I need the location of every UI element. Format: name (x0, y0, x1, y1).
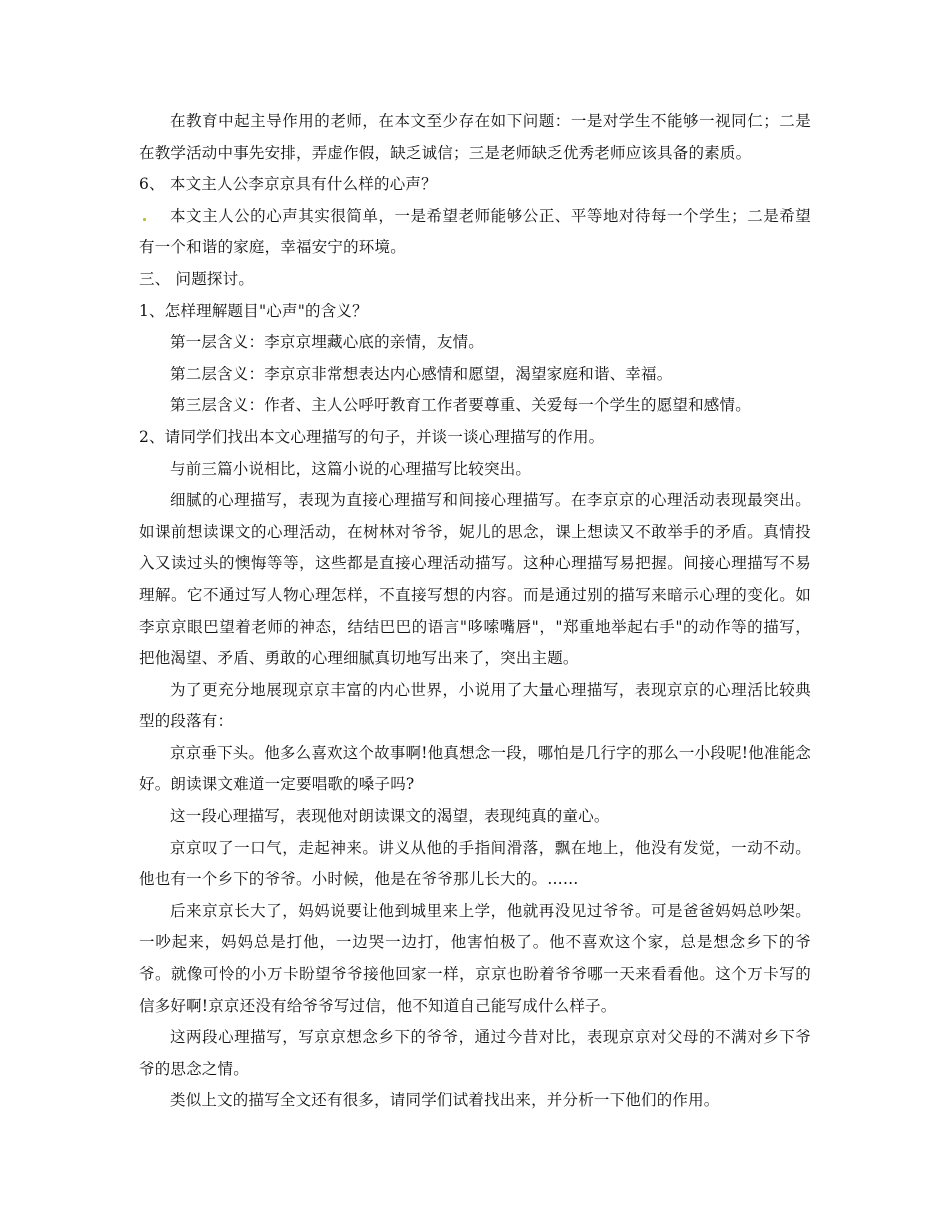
document-body (139, 106, 811, 1117)
answer-6: 本文主人公的心声其实很简单，一是希望老师能够公正、平等地对待每一个学生；二是希望有一个和谐的家庭，幸福安宁的环境。 (139, 206, 811, 257)
paragraph-psychological-description: 细腻的心理描写，表现为直接心理描写和间接心理描写。在李京京的心理活动表现最突出。如课前想读课文的心理活动，在树林对爷爷，妮儿的思念，课上想读又不敢举手的矛盾。真情投入又读过头的懊悔等等，这些都是直接心理活动描写。这种心理描写易把握。间接心理描写不易理解。它不通过写人物心理怎样，不直接写想的内容。而是通过别的描写来暗示心理的变化。如李京京眼巴望着老师的神态，结结巴巴的语言"哆嗦嘴唇"，"郑重地举起右手"的动作等的描写，把他渴望、矛盾、勇敢的心理细腻真切地写出来了，突出主题。 (139, 491, 811, 668)
analysis-passage-1: 这一段心理描写，表现他对朗读课文的渴望，表现纯真的童心。 (170, 807, 610, 826)
question-6: 6、 本文主人公李京京具有什么样的心声？ (139, 175, 437, 194)
quote-passage-2: 京京叹了一口气，走起神来。讲义从他的手指间滑落，飘在地上，他没有发觉，一动不动。他也有一个乡下的爷爷。小时候，他是在爷爷那儿长大的。…… (139, 838, 811, 889)
meaning-layer-2: 第二层含义：李京京非常想表达内心感情和愿望，渴望家庭和谐、幸福。 (170, 364, 673, 383)
question-2: 2、请同学们找出本文心理描写的句子，并谈一谈心理描写的作用。 (139, 427, 605, 446)
quote-passage-3: 后来京京长大了，妈妈说要让他到城里来上学，他就再没见过爷爷。可是爸爸妈妈总吵架。一吵起来，妈妈总是打他，一边哭一边打，他害怕极了。他不喜欢这个家，总是想念乡下的爷爷。就像可怜的小万卡盼望爷爷接他回家一样，京京也盼着爷爷哪一天来看看他。这个万卡写的信多好啊!京京还没有给爷爷写过信，他不知道自己能写成什么样子。 (139, 901, 811, 1015)
quote-passage-1: 京京垂下头。他多么喜欢这个故事啊!他真想念一段，哪怕是几行字的那么一小段呢!他准能念好。朗读课文难道一定要唱歌的嗓子吗? (139, 743, 811, 794)
section-heading-3: 三、 问题探讨。 (139, 269, 255, 288)
closing-instruction: 类似上文的描写全文还有很多，请同学们试着找出来，并分析一下他们的作用。 (170, 1091, 720, 1110)
analysis-passage-2: 这两段心理描写，写京京想念乡下的爷爷，通过今昔对比，表现京京对父母的不满对乡下爷爷的思念之情。 (139, 1028, 811, 1078)
question-1: 1、怎样理解题目"心声"的含义？ (139, 301, 368, 320)
paragraph-comparison: 与前三篇小说相比，这篇小说的心理描写比较突出。 (170, 459, 532, 478)
meaning-layer-1: 第一层含义：李京京埋藏心底的亲情，友情。 (170, 333, 485, 352)
meaning-layer-3: 第三层含义：作者、主人公呼吁教育工作者要尊重、关爱每一个学生的愿望和感情。 (170, 396, 751, 415)
paragraph-typical-passages: 为了更充分地展现京京丰富的内心世界，小说用了大量心理描写，表现京京的心理活比较典型的段落有： (139, 680, 811, 731)
paragraph-teacher-problems: 在教育中起主导作用的老师，在本文至少存在如下问题：一是对学生不能够一视同仁；二是在教学活动中事先安排，弄虚作假，缺乏诚信；三是老师缺乏优秀老师应该具备的素质。 (139, 112, 811, 162)
